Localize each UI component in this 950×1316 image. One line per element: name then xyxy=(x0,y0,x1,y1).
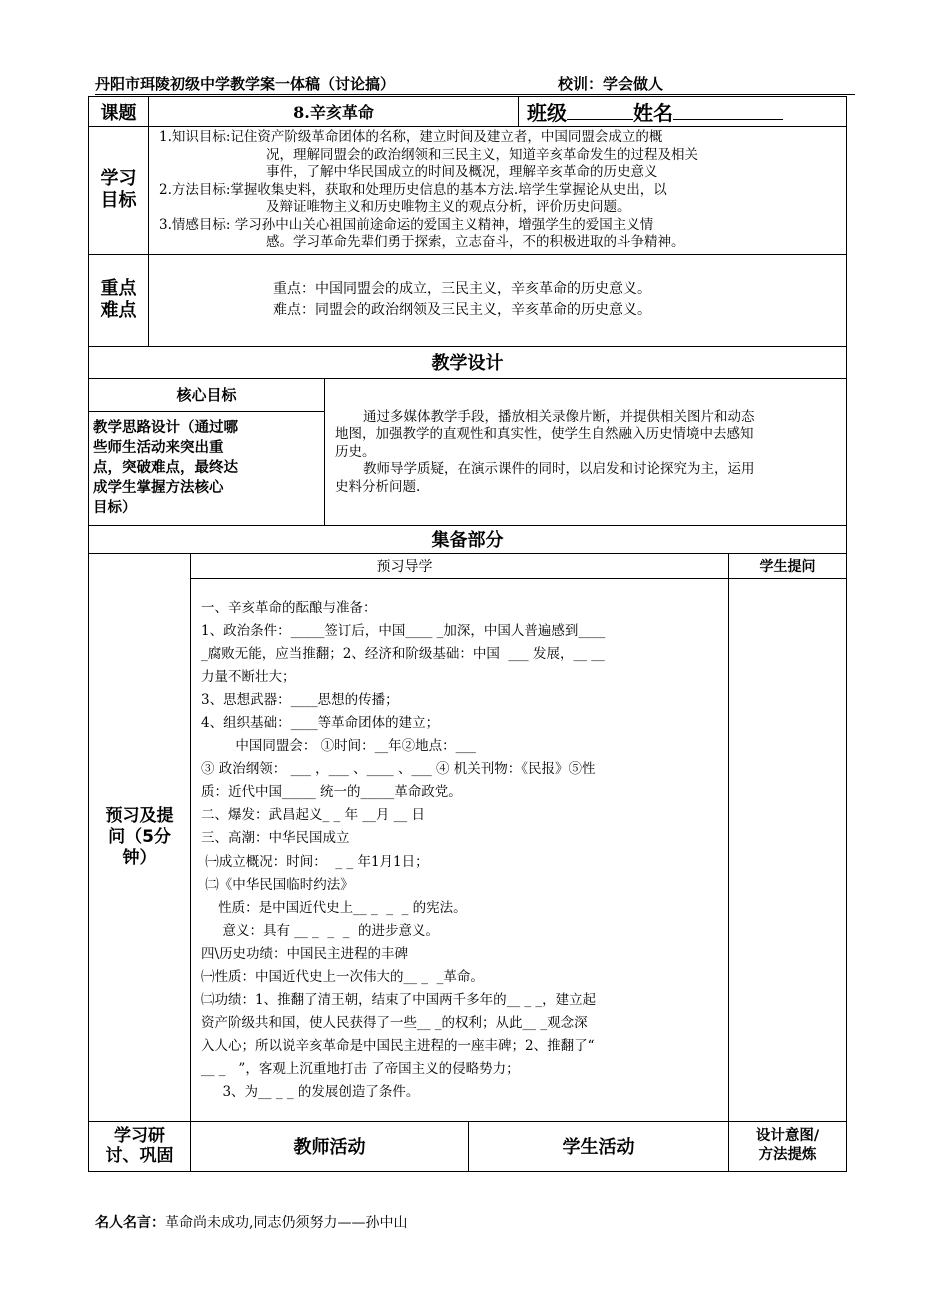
prep-side-label: 预习及提 问（5分 钟） xyxy=(89,553,191,1121)
class-blank[interactable] xyxy=(567,119,633,120)
preview-content[interactable]: 一、辛亥革命的酝酿与准备： 1、政治条件：_____签订后，中国____ _加深，中国人普遍感到____ _腐败无能，应当推翻；2、经济和阶级基础：中国 ___ 发展，__ __ 力量不断壮大； 3、思想武器：____思想的传播； 4、组织基础：____等革命团体的建立； 中国同盟会： ①时间：__年②地点：___ ③ 政治纲领： ___ ，___ 、____ 、___ ④ 机关刊物：《民报》⑤性 质：近代中国_____ 统一的_____革命政党。 二、爆发：武昌起义_ _ 年 __月 __ 日 三、高潮：中华民国成立 ㈠成立概况：时间： _ _ 年1月1日； ㈡《中华民国临时约法》 性质：是中国近代史上__ _ _ _ 的宪法。 意义：具有 __ _ _ _ 的进步意义。 四\历史功绩：中国民主进程的丰碑 ㈠性质：中国近代史上一次伟大的__ _ _革命。 ㈡功绩：1、推翻了清王朝，结束了中国两千多年的__ _ _，建立起 资产阶级共和国，使人民获得了一些__ _的权利；从此__ _观念深 入人心；所以说辛亥革命是中国民主进程的一座丰碑；2、推翻了“ __ _ ”，客观上沉重地打击 了帝国主义的侵略势力； 3、为__ _ _ 的发展创造了条件。 xyxy=(191,578,729,1121)
objectives-label: 学习 目标 xyxy=(89,127,149,255)
design-intent-header: 设计意图/ 方法提炼 xyxy=(729,1121,847,1171)
class-name-field[interactable] xyxy=(519,97,847,127)
teacher-activity-header: 教师活动 xyxy=(191,1121,469,1171)
name-label: 姓名 xyxy=(633,101,674,125)
key-point: 重点：中国同盟会的成立，三民主义，辛亥革命的历史意义。 xyxy=(273,281,651,297)
key-points-text xyxy=(149,254,847,346)
lesson-plan-table xyxy=(88,96,847,1172)
student-activity-header: 学生活动 xyxy=(469,1121,729,1171)
lesson-title: 8.辛亥革命 xyxy=(149,97,519,127)
difficult-point: 难点：同盟会的政治纲领及三民主义，辛亥革命的历史意义。 xyxy=(273,302,651,318)
key-points-label: 重点 难点 xyxy=(89,254,149,346)
prep-subheader-row xyxy=(89,553,847,578)
thinking-label: 教学思路设计（通过哪 些师生活动来突出重 点，突破难点，最终达 成学生掌握方法核心 目标） xyxy=(89,411,325,525)
page-header xyxy=(95,70,855,95)
design-heading: 教学设计 xyxy=(89,346,847,378)
core-goal-row xyxy=(89,378,847,411)
design-heading-row xyxy=(89,346,847,378)
footer-label: 名人名言： xyxy=(95,1215,165,1231)
core-goal-label: 核心目标 xyxy=(89,378,325,411)
footer-quote xyxy=(95,1212,407,1232)
topic-label: 课题 xyxy=(89,97,149,127)
design-description: 通过多媒体教学手段，播放相关录像片断，并提供相关图片和动态 地图，加强教学的直观性和真实性，使学生自然融入历史情境中去感知 历史。 教师导学质疑，在演示课件的同时，以启发和讨论探究为主，运用 史料分析问题. xyxy=(325,378,847,525)
name-blank[interactable] xyxy=(673,119,783,120)
preview-column-header: 预习导学 xyxy=(191,553,729,578)
prep-heading-row xyxy=(89,525,847,553)
school-title: 丹阳市珥陵初级中学教学案一体稿（讨论搞） xyxy=(95,75,396,93)
class-label: 班级 xyxy=(527,101,568,125)
study-row xyxy=(89,1121,847,1171)
questions-column-header: 学生提问 xyxy=(729,553,847,578)
study-label: 学习研 讨、巩固 xyxy=(89,1121,191,1171)
objectives-row xyxy=(89,127,847,255)
school-motto: 校训：学会做人 xyxy=(558,75,664,93)
prep-heading: 集备部分 xyxy=(89,525,847,553)
title-row xyxy=(89,97,847,127)
footer-text: 革命尚未成功,同志仍须努力——孙中山 xyxy=(165,1215,408,1231)
key-points-row xyxy=(89,254,847,346)
objectives-text: 1.知识目标:记住资产阶级革命团体的名称，建立时间及建立者，中国同盟会成立的概 况，理解同盟会的政治纲领和三民主义，知道辛亥革命发生的过程及相关 事件，了解中华民国成立的时间及概况，理解辛亥革命的历史意义 2.方法目标:掌握收集史料，获取和处理历史信息的基本方法.培学生掌握论从史出，以 及辩证唯物主义和历史唯物主义的观点分析，评价历史问题。 3.情感目标: 学习孙中山关心祖国前途命运的爱国主义精神，增强学生的爱国主义情 感。学习革命先辈们勇于探索，立志奋斗，不的积极进取的斗争精神。 xyxy=(149,127,847,255)
prep-content-row xyxy=(89,578,847,1121)
student-questions-cell[interactable] xyxy=(729,578,847,1121)
